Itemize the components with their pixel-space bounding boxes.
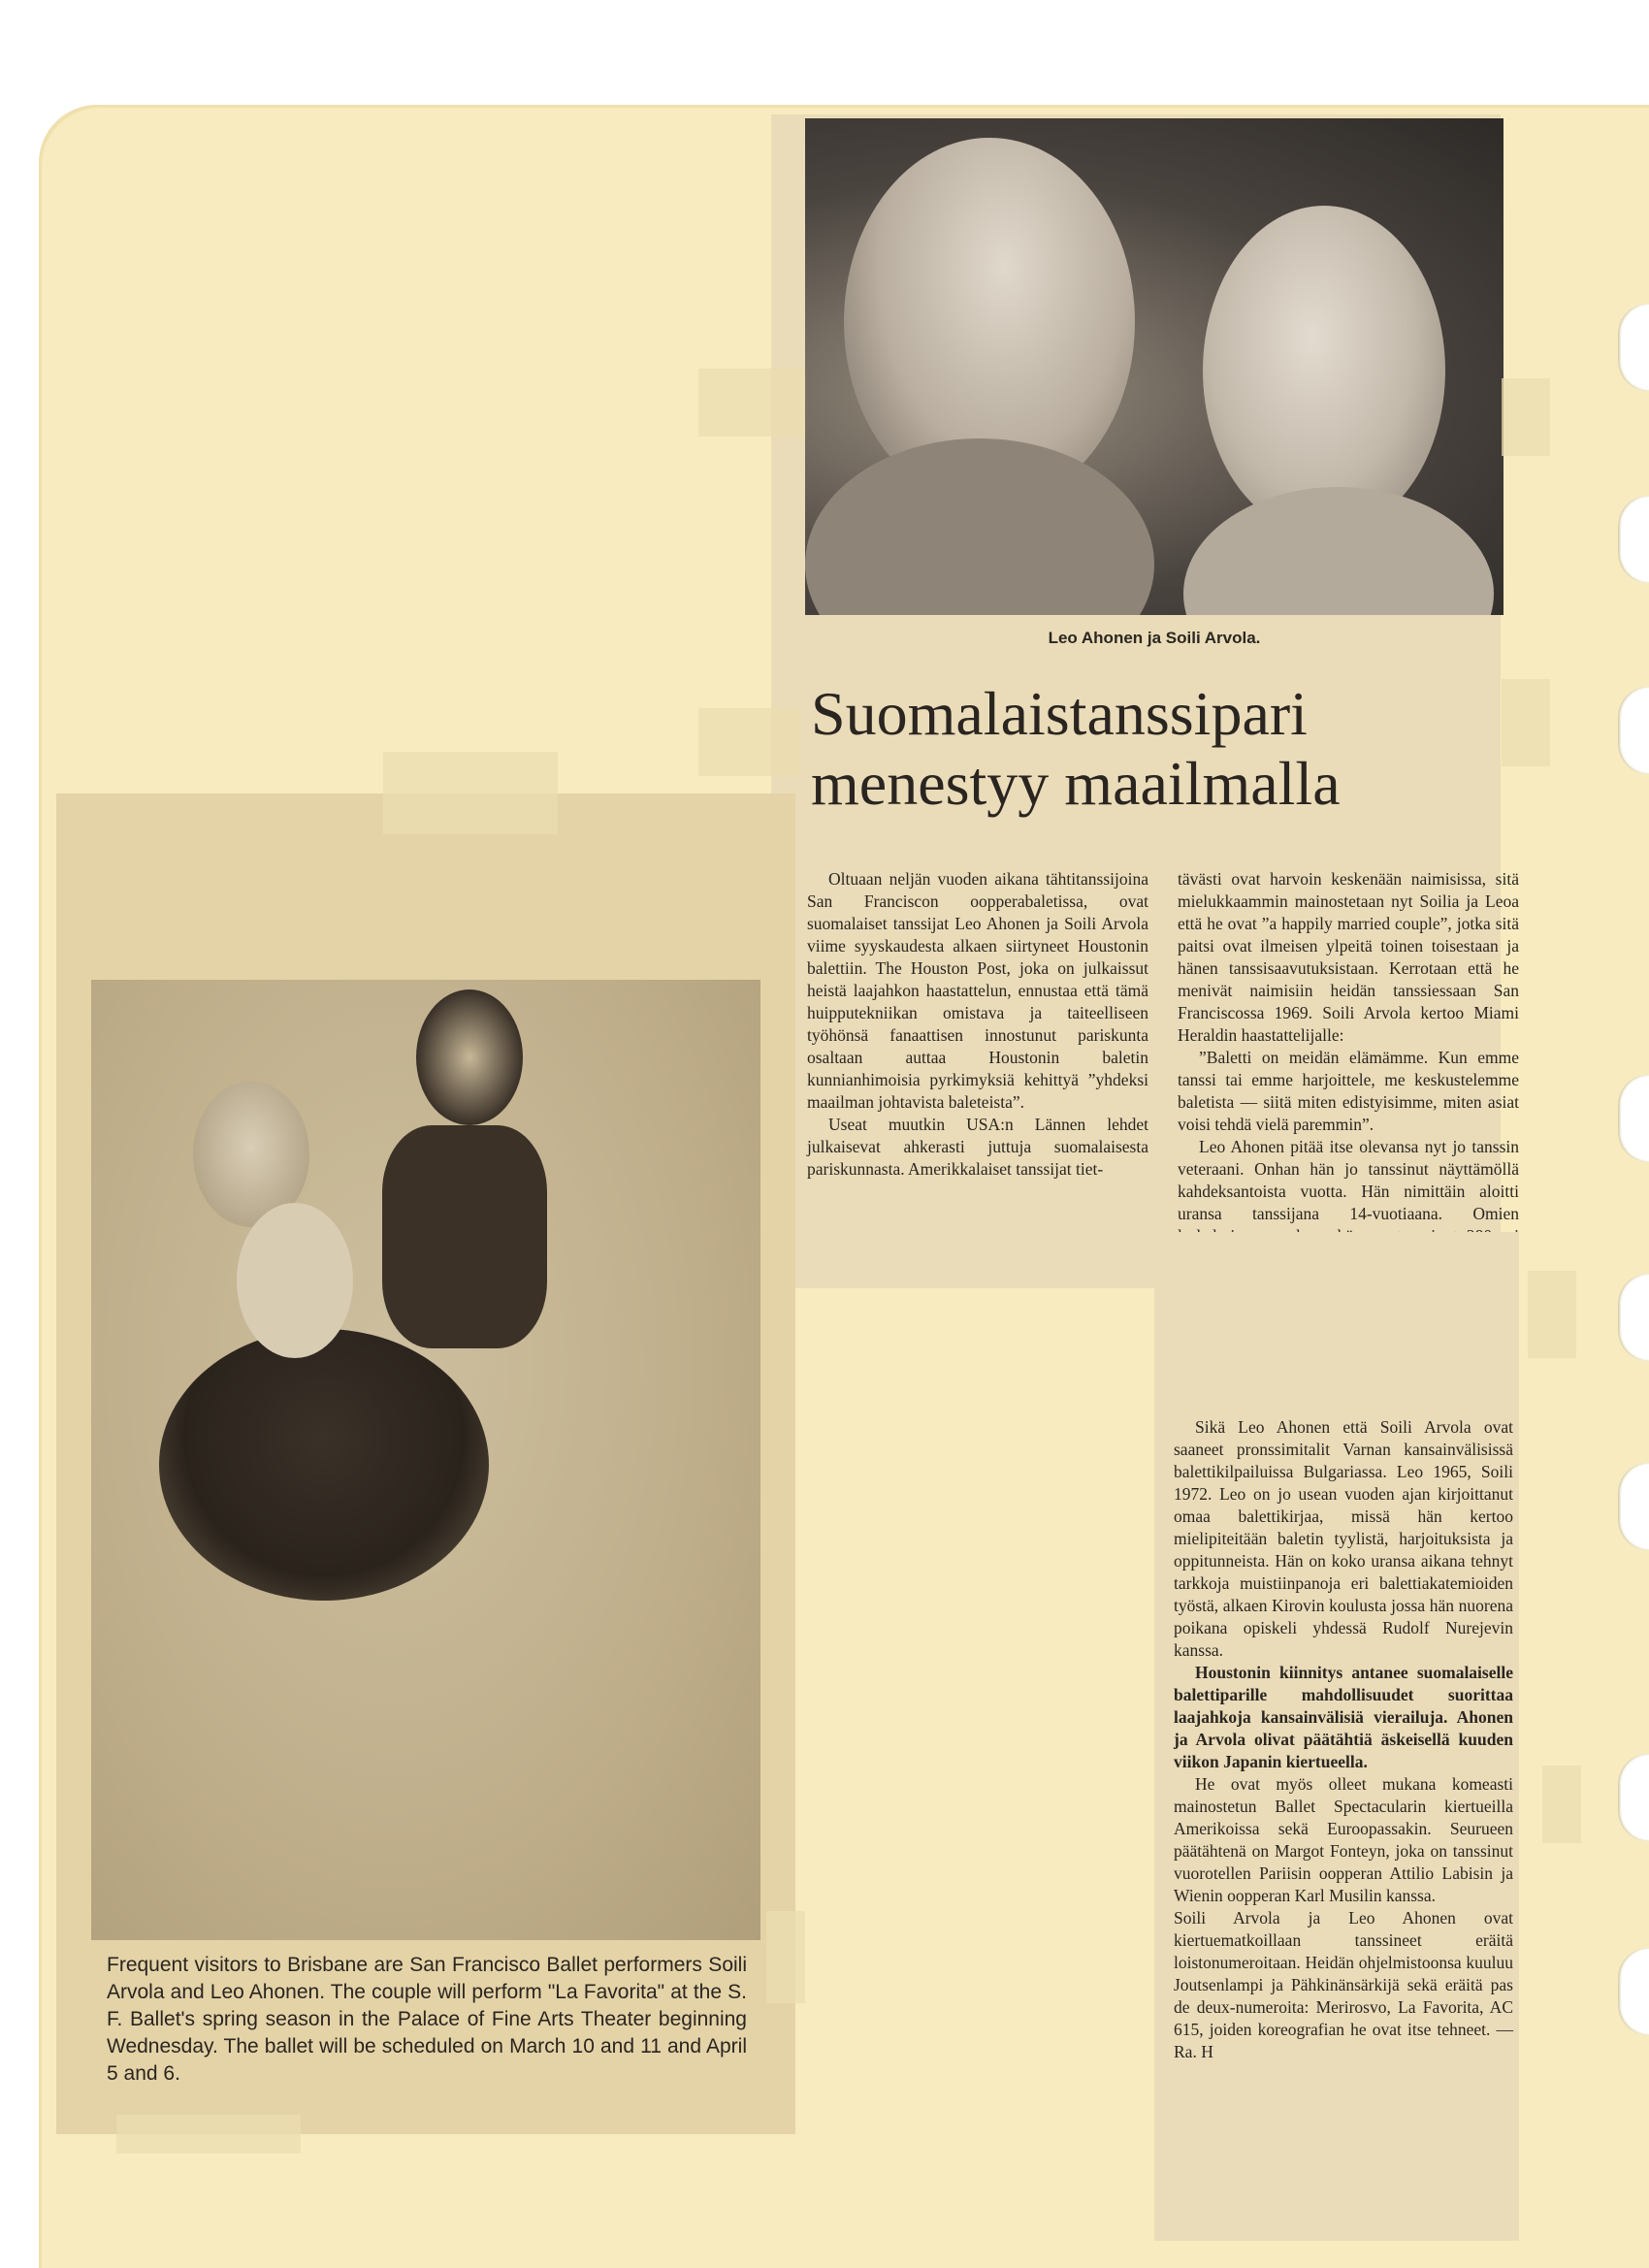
binder-hole bbox=[1618, 496, 1649, 583]
binder-hole bbox=[1618, 1274, 1649, 1361]
tape-strip bbox=[1502, 378, 1550, 456]
tape-strip bbox=[1502, 679, 1550, 766]
paragraph: Sikä Leo Ahonen että Soili Arvola ovat saaneet pronssimitalit Varnan kansainvälisissä balettikilpailuissa Bulgariassa. Leo 1965, Soili 1972. Leo on jo usean vuoden ajan kirjoittanut omaa balettikirjaa, missä hän kertoo mielipiteitään baletin tyylistä, harjoituksista ja oppitunneista. Hän on koko uransa aikana tehnyt tarkkoja muistiinpanoja eri balettiakatemioiden työstä, alkaen Kirovin koulusta jossa hän nuorena poikana opiskeli yhdessä Rudolf Nurejevin kanssa. bbox=[1174, 1417, 1513, 1660]
paragraph: Leo Ahonen pitää itse olevansa nyt jo tanssin veteraani. Onhan hän jo tanssinut näyttämöllä kahdeksantoista vuotta. Hän nimittäin aloitti uransa tanssijana 14-vuotiaana. Omien bbox=[1178, 1137, 1519, 1223]
binder-hole bbox=[1618, 1075, 1649, 1162]
article-column-2-continued bbox=[1174, 1416, 1513, 2063]
article-column-2 bbox=[1178, 868, 1519, 1292]
paragraph: Oltuaan neljän vuoden aikana tähtitanssijoina San Franciscon oopperabaletissa, ovat suomalaiset tanssijat Leo Ahonen ja Soili Arvola viime syyskaudesta alkaen siirtyneet Houstonin balettiin. The Houston Post, joka on julkaissut heistä laajahkon haastattelun, ennustaa että tämä huipputekniikan omistava ja taiteelliseen työhönsä fanaattisen innostunut pariskunta osaltaan auttaa Houstonin baletin kunnianhimoisia pyrkimyksiä kehittyä ”yhdeksi maailman johtavista baleteista”. bbox=[807, 869, 1148, 1112]
binder-hole bbox=[1618, 687, 1649, 774]
ballet-dancers-photo bbox=[91, 980, 760, 1940]
binder-hole bbox=[1618, 304, 1649, 391]
paragraph: Useat muutkin USA:n Lännen lehdet julkaisevat ahkerasti juttuja suomalaisesta pariskunnasta. Amerikkalaiset tanssijat tiet- bbox=[807, 1115, 1148, 1179]
headline-line: menestyy maailmalla bbox=[811, 749, 1341, 818]
article-headline bbox=[811, 679, 1529, 819]
paragraph: ”Baletti on meidän elämämme. Kun emme tanssi tai emme harjoittele, me keskustelemme baletista — siitä miten edistyisimme, miten asiat voisi tehdä vielä paremmin”. bbox=[1178, 1048, 1519, 1134]
tape-strip bbox=[116, 2115, 301, 2154]
paragraph: Soili Arvola ja Leo Ahonen ovat kiertuematkoillaan tanssineet eräitä loistonumeroitaan. Heidän ohjelmistoonsa kuuluu Joutsenlampi ja Pähkinänsärkijä sekä eräitä pas de deux-numeroita: Merirosvo, La Favorita, AC 615, joiden koreografian he ovat itse tehneet. — Ra. H bbox=[1174, 1908, 1513, 2061]
tape-strip bbox=[1542, 1766, 1581, 1843]
paragraph: He ovat myös olleet mukana komeasti mainostetun Ballet Spectacularin kiertueilla Amerikoissa sekä Euroopassakin. Seurueen päätähtenä on Margot Fonteyn, joka on tanssinut vuorotellen Pariisin oopperan Attilio Labisin ja Wienin oopperan Karl Musilin kanssa. bbox=[1174, 1774, 1513, 1905]
tape-strip bbox=[766, 1911, 805, 2003]
paragraph: tävästi ovat harvoin keskenään naimisissa, sitä mielukkaammin mainostetaan nyt Soilia ja Leoa että he ovat ”a happily married couple”, jotka sitä paitsi ovat ilmeisen ylpeitä toinen toisestaan ja hänen tanssisaavutuksistaan. Kerrotaan että he menivät naimisiin heidän tanssiessaan San Franciscossa 1969. Soili Arvola kertoo Miami Heraldin haastattelijalle: bbox=[1178, 869, 1519, 1045]
binder-hole bbox=[1618, 1948, 1649, 2035]
article-column-1 bbox=[807, 868, 1148, 1181]
paragraph: Houstonin kiinnitys antanee suomalaiselle balettiparille mahdollisuudet suorittaa laajahkoja kansainvälisiä vierailuja. Ahonen ja Arvola olivat päätähtiä äskeisellä kuuden viikon Japanin kiertueella. bbox=[1174, 1663, 1513, 1771]
couple-portrait-photo bbox=[805, 118, 1504, 615]
tape-strip bbox=[383, 752, 558, 834]
photo-caption: Leo Ahonen ja Soili Arvola. bbox=[1048, 629, 1261, 647]
headline-line: Suomalaistanssipari bbox=[811, 679, 1308, 748]
english-photo-caption: Frequent visitors to Brisbane are San Francisco Ballet performers Soili Arvola and Leo Ahonen. The couple will perform "La Favorita" at the S. F. Ballet's spring season in the Palace of Fine Arts Theater beginning Wednesday. The ballet will be scheduled on March 10 and 11 and April 5 and 6. bbox=[107, 1954, 747, 2085]
binder-hole bbox=[1618, 1463, 1649, 1550]
tape-strip bbox=[698, 708, 800, 776]
tape-strip bbox=[698, 369, 805, 437]
tape-strip bbox=[1528, 1271, 1576, 1358]
binder-hole bbox=[1618, 1754, 1649, 1841]
